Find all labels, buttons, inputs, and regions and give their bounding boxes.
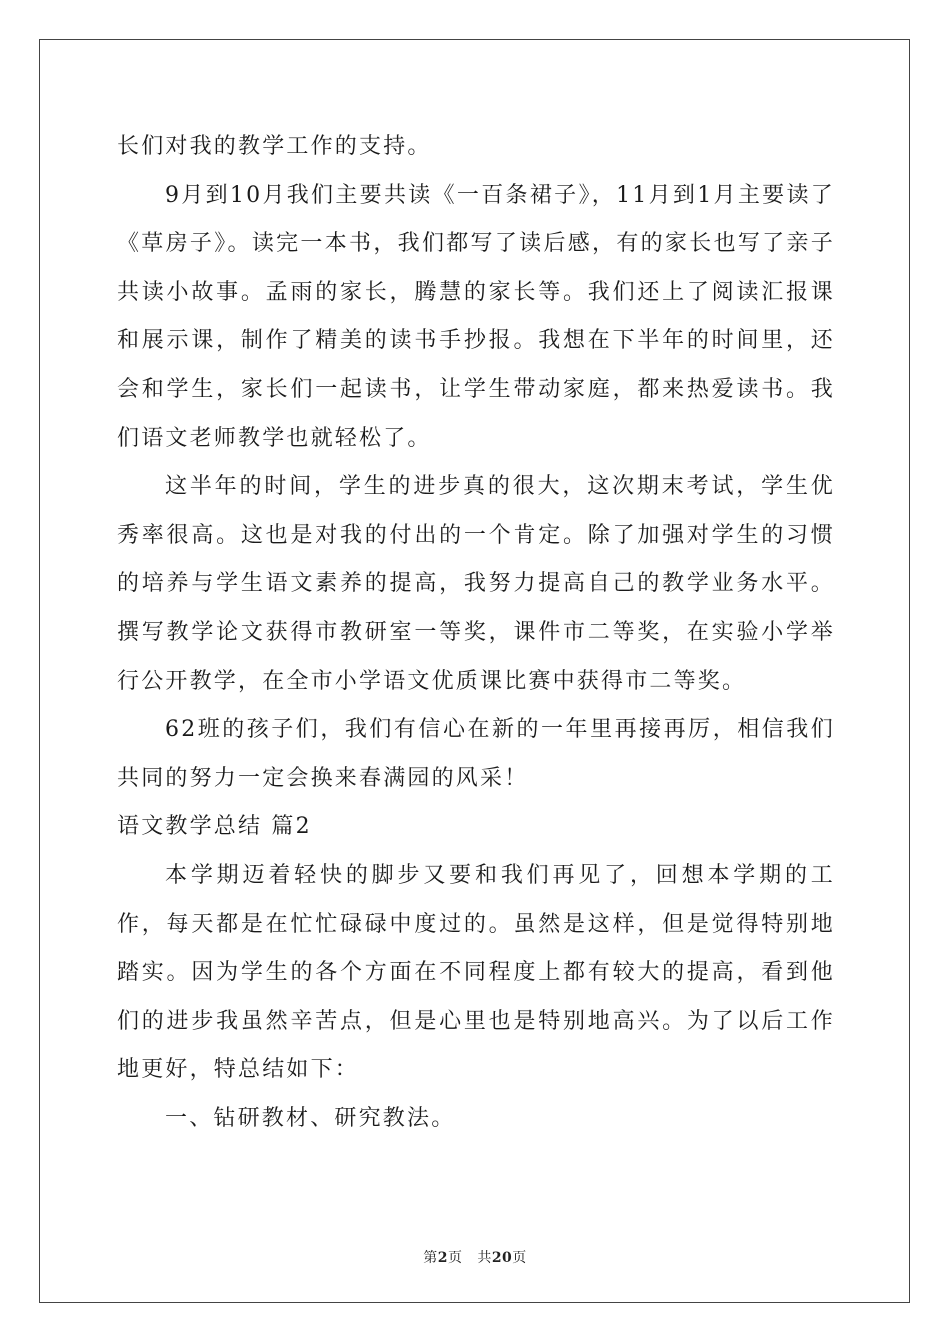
paragraph-student-progress: 这半年的时间，学生的进步真的很大，这次期末考试，学生优秀率很高。这也是对我的付出的一个肯定。除了加强对学生的习惯的培养与学生语文素养的提高，我努力提高自己的教学业务水平。撰写教学论文获得市教研室一等奖，课件市二等奖，在实验小学举行公开教学，在全市小学语文优质课比赛中获得市二等奖。 bbox=[117, 474, 835, 694]
paragraph-semester-intro: 本学期迈着轻快的脚步又要和我们再见了，回想本学期的工作，每天都是在忙忙碌碌中度过的。虽然是这样，但是觉得特别地踏实。因为学生的各个方面在不同程度上都有较大的提高，看到他们的进步我虽然辛苦点，但是心里也是特别地高兴。为了以后工作地更好，特总结如下： bbox=[117, 862, 835, 1083]
page-footer bbox=[0, 1247, 950, 1267]
footer-page-prefix: 第 bbox=[423, 1250, 438, 1266]
paragraph-class-closing: 62班的孩子们，我们有信心在新的一年里再接再厉，相信我们共同的努力一定会换来春满园的风采！ bbox=[117, 717, 835, 791]
footer-page-suffix: 页 bbox=[447, 1250, 463, 1266]
footer-page-number: 2 bbox=[437, 1250, 448, 1266]
document-body bbox=[117, 123, 835, 1143]
paragraph-reading-activities: 9月到10月我们主要共读《一百条裙子》，11月到1月主要读了《草房子》。读完一本书，我们都写了读后感，有的家长也写了亲子共读小故事。孟雨的家长，腾慧的家长等。我们还上了阅读汇报课和展示课，制作了精美的读书手抄报。我想在下半年的时间里，还会和学生，家长们一起读书，让学生带动家庭，都来热爱读书。我们语文老师教学也就轻松了。 bbox=[117, 182, 835, 451]
footer-total-pages: 20 bbox=[491, 1250, 513, 1266]
footer-total-prefix: 共 bbox=[477, 1250, 492, 1266]
footer-total-suffix: 页 bbox=[512, 1250, 527, 1266]
section-heading: 语文教学总结 篇2 bbox=[117, 814, 312, 840]
paragraph-continuation: 长们对我的教学工作的支持。 bbox=[117, 134, 432, 159]
paragraph-subsection-title: 一、钻研教材、研究教法。 bbox=[165, 1105, 456, 1131]
